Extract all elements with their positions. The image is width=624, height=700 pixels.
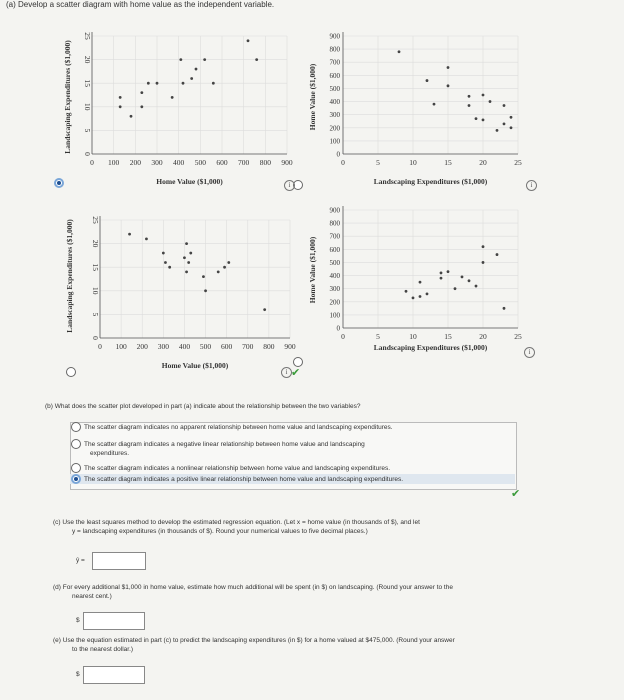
x-tick-label: 500: [199, 342, 212, 351]
x-axis-label: Landscaping Expenditures ($1,000): [373, 343, 488, 352]
y-tick-label: 700: [329, 58, 340, 67]
data-point: [217, 271, 220, 274]
data-point: [510, 116, 513, 119]
correct-check-icon: ✔: [291, 367, 301, 379]
y-tick-label: 20: [91, 239, 100, 248]
part-c-text-2: y = landscaping expenditures (in thousands of $). Round your numerical values to five decimal places.): [72, 528, 368, 535]
x-tick-label: 10: [409, 158, 417, 167]
x-tick-label: 200: [129, 158, 141, 167]
x-tick-label: 0: [341, 158, 345, 167]
plot-1-radio[interactable]: [54, 178, 64, 188]
x-tick-label: 900: [281, 158, 293, 167]
option-label-cont: expenditures.: [90, 450, 130, 457]
data-point: [227, 261, 230, 264]
y-tick-label: 5: [83, 128, 92, 133]
x-axis-label: Home Value ($1,000): [156, 177, 223, 186]
data-point: [447, 66, 450, 69]
regression-equation-input[interactable]: [92, 552, 146, 570]
scatter-plot-3: [60, 198, 300, 376]
y-tick-label: 500: [329, 258, 340, 267]
x-tick-label: 300: [157, 342, 169, 351]
data-point: [179, 58, 182, 61]
data-point: [247, 39, 250, 42]
y-tick-label: 10: [83, 103, 92, 111]
x-tick-label: 400: [178, 342, 191, 351]
data-point: [183, 256, 186, 259]
data-point: [145, 237, 148, 240]
data-point: [510, 126, 513, 129]
dollar-sign-label: $: [76, 671, 80, 678]
data-point: [503, 104, 506, 107]
data-point: [204, 289, 207, 292]
data-point: [119, 105, 122, 108]
y-tick-label: 200: [329, 298, 340, 307]
data-point: [440, 272, 443, 275]
x-tick-label: 5: [376, 158, 380, 167]
y-tick-label: 5: [91, 312, 100, 317]
data-point: [140, 91, 143, 94]
part-c-text-1: (c) Use the least squares method to develop the estimated regression equation. (Let x = home value (in thousands of $), and let: [53, 519, 420, 526]
data-point: [202, 275, 205, 278]
y-tick-label: 400: [329, 98, 340, 107]
data-point: [203, 58, 206, 61]
x-tick-label: 25: [514, 332, 522, 341]
data-point: [419, 281, 422, 284]
y-tick-label: 800: [329, 45, 340, 54]
y-tick-label: 10: [91, 287, 100, 295]
data-point: [185, 242, 188, 245]
data-point: [255, 58, 258, 61]
y-axis-label: Home Value ($1,000): [308, 63, 317, 131]
info-icon[interactable]: i: [524, 347, 535, 358]
data-point: [164, 261, 167, 264]
option-label[interactable]: The scatter diagram indicates a positive linear relationship between home value and landscaping expenditures.: [84, 476, 404, 483]
part-a-instruction: (a) Develop a scatter diagram with home value as the independent variable.: [6, 0, 275, 9]
scatter-plot-1: [60, 22, 300, 197]
y-tick-label: 900: [329, 206, 340, 215]
data-point: [433, 103, 436, 106]
x-tick-label: 700: [238, 158, 250, 167]
x-tick-label: 20: [479, 158, 487, 167]
data-point: [162, 252, 165, 255]
data-point: [475, 117, 478, 120]
data-point: [475, 285, 478, 288]
data-point: [168, 266, 171, 269]
option-radio-selected[interactable]: [71, 474, 81, 484]
y-tick-label: 300: [329, 285, 340, 294]
x-tick-label: 20: [479, 332, 487, 341]
data-point: [128, 233, 131, 236]
data-point: [468, 279, 471, 282]
y-tick-label: 100: [329, 137, 340, 146]
y-tick-label: 25: [83, 32, 92, 40]
data-point: [147, 82, 150, 85]
data-point: [185, 271, 188, 274]
data-point: [195, 68, 198, 71]
data-point: [171, 96, 174, 99]
data-point: [426, 293, 429, 296]
x-axis-label: Home Value ($1,000): [161, 361, 229, 370]
y-tick-label: 20: [83, 55, 92, 64]
data-point: [482, 245, 485, 248]
data-point: [482, 261, 485, 264]
data-point: [189, 252, 192, 255]
yhat-label: ŷ =: [76, 557, 85, 564]
y-tick-label: 600: [329, 71, 340, 80]
y-tick-label: 200: [329, 124, 340, 133]
x-tick-label: 100: [115, 342, 127, 351]
y-axis-label: Landscaping Expenditures ($1,000): [63, 40, 72, 154]
part-e-text-1: (e) Use the equation estimated in part (c) to predict the landscaping expenditures (in $) for a home valued at $475,000. (Round your answer: [53, 637, 455, 644]
data-point: [503, 307, 506, 310]
data-point: [496, 129, 499, 132]
y-tick-label: 0: [336, 324, 340, 333]
x-tick-label: 300: [151, 158, 163, 167]
data-point: [187, 261, 190, 264]
y-tick-label: 500: [329, 84, 340, 93]
y-tick-label: 100: [329, 311, 340, 320]
option-radio[interactable]: [71, 463, 81, 473]
data-point: [440, 277, 443, 280]
option-radio[interactable]: [71, 439, 81, 449]
data-point: [426, 79, 429, 82]
data-point: [454, 287, 457, 290]
scatter-plot-2: [305, 22, 535, 197]
dollar-sign-label: $: [76, 617, 80, 624]
y-tick-label: 900: [329, 32, 340, 41]
y-tick-label: 15: [83, 79, 92, 87]
part-b-question: (b) What does the scatter plot developed in part (a) indicate about the relationship between the two variables?: [45, 403, 361, 410]
x-tick-label: 25: [514, 158, 522, 167]
option-radio[interactable]: [71, 422, 81, 432]
x-tick-label: 700: [242, 342, 254, 351]
part-d-text-2: nearest cent.): [72, 593, 112, 600]
info-icon[interactable]: i: [526, 180, 537, 191]
y-tick-label: 15: [91, 263, 100, 271]
y-axis-label: Landscaping Expenditures ($1,000): [65, 219, 74, 333]
x-tick-label: 100: [108, 158, 120, 167]
correct-check-icon: ✔: [511, 488, 521, 500]
data-point: [482, 94, 485, 97]
part-d-text-1: (d) For every additional $1,000 in home value, estimate how much additional will be spent (in $) on landscaping. (Round your answer to the: [53, 584, 453, 591]
y-tick-label: 700: [329, 232, 340, 241]
x-tick-label: 400: [173, 158, 185, 167]
data-point: [447, 84, 450, 87]
data-point: [223, 266, 226, 269]
x-tick-label: 15: [444, 158, 452, 167]
data-point: [468, 104, 471, 107]
data-point: [496, 253, 499, 256]
x-tick-label: 5: [376, 332, 380, 341]
x-tick-label: 900: [284, 342, 296, 351]
data-point: [461, 275, 464, 278]
data-point: [489, 100, 492, 103]
scatter-plot-4: [305, 198, 535, 370]
x-tick-label: 600: [221, 342, 233, 351]
data-point: [156, 82, 159, 85]
data-point: [482, 119, 485, 122]
option-label[interactable]: The scatter diagram indicates a negative linear relationship between home value and landscaping: [84, 441, 365, 448]
x-tick-label: 600: [216, 158, 228, 167]
additional-spend-input[interactable]: [83, 612, 145, 630]
y-tick-label: 800: [329, 219, 340, 228]
data-point: [405, 290, 408, 293]
x-tick-label: 0: [90, 158, 94, 167]
data-point: [503, 122, 506, 125]
x-tick-label: 800: [259, 158, 271, 167]
y-tick-label: 0: [91, 336, 100, 340]
y-tick-label: 0: [83, 152, 92, 156]
x-tick-label: 0: [98, 342, 102, 351]
y-axis-label: Home Value ($1,000): [308, 236, 317, 304]
x-axis-label: Landscaping Expenditures ($1,000): [373, 177, 488, 186]
x-tick-label: 800: [263, 342, 275, 351]
part-e-text-2: to the nearest dollar.): [72, 646, 134, 653]
x-tick-label: 0: [341, 332, 345, 341]
info-icon[interactable]: i: [284, 180, 295, 191]
data-point: [140, 105, 143, 108]
info-icon[interactable]: i: [281, 367, 292, 378]
plot-3-radio[interactable]: [66, 367, 76, 377]
data-point: [419, 295, 422, 298]
data-point: [468, 95, 471, 98]
prediction-input[interactable]: [83, 666, 145, 684]
y-tick-label: 600: [329, 245, 340, 254]
data-point: [412, 296, 415, 299]
option-label[interactable]: The scatter diagram indicates a nonlinear relationship between home value and landscaping expenditures.: [84, 465, 391, 472]
x-tick-label: 15: [444, 332, 452, 341]
y-tick-label: 400: [329, 272, 340, 281]
data-point: [130, 115, 133, 118]
y-tick-label: 0: [336, 150, 340, 159]
data-point: [212, 82, 215, 85]
data-point: [190, 77, 193, 80]
data-point: [182, 82, 185, 85]
x-tick-label: 10: [409, 332, 417, 341]
y-tick-label: 25: [91, 216, 100, 224]
y-tick-label: 300: [329, 111, 340, 120]
option-label[interactable]: The scatter diagram indicates no apparent relationship between home value and landscaping expenditures.: [84, 424, 393, 431]
data-point: [119, 96, 122, 99]
data-point: [263, 308, 266, 311]
data-point: [447, 270, 450, 273]
data-point: [398, 50, 401, 53]
x-tick-label: 500: [194, 158, 206, 167]
x-tick-label: 200: [136, 342, 148, 351]
